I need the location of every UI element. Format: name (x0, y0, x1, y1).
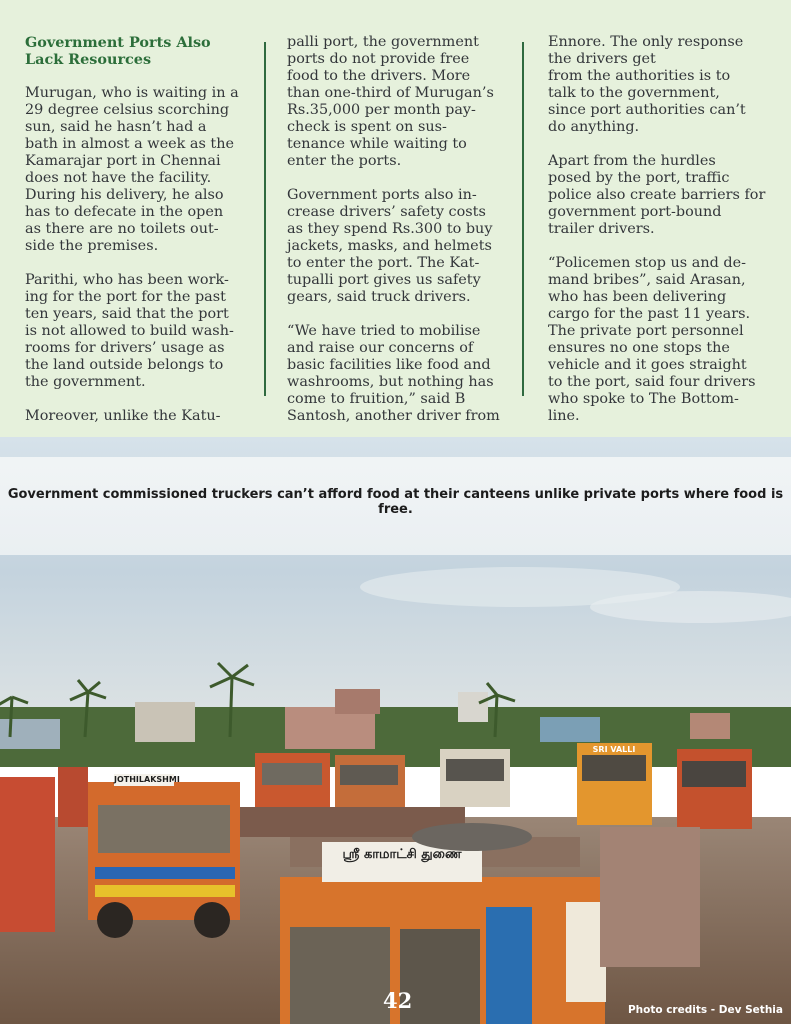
photo-caption: Government commissioned truckers can’t afford food at their canteens unlike private ports where food is free. (7, 487, 784, 517)
truck-sign-left: JOTHILAKSHMI (114, 775, 180, 784)
paragraph: Murugan, who is waiting in a 29 degree celsius scorching sun, said he hasn’t had a bath in almost a week as the Kamarajar port in Chennai does not have the facility. During his delivery, he also has to defecate in the open as there are no toilets out- side the premises. (25, 85, 239, 254)
photo-credit: Photo credits - Dev Sethia (627, 1004, 783, 1016)
truck-yard-photo (0, 437, 791, 1024)
paragraph: Government ports also in- crease drivers’ safety costs as they spend Rs.300 to buy jackets, masks, and helmets to enter the port. The Kat- tupalli port gives us safety gears, said truck drivers. (287, 187, 493, 305)
truck-sign-tamil: ஸ்ரீ காமாட்சி துணை (342, 847, 462, 862)
paragraph: palli port, the government ports do not provide free food to the drivers. More than one-third of Murugan’s Rs.35,000 per month pay- check is spent on sus- tenance while waiting to enter the ports. (287, 34, 494, 169)
paragraph: Moreover, unlike the Katu- (25, 408, 221, 424)
column-divider (264, 42, 266, 396)
paragraph: “We have tried to mobilise and raise our concerns of basic facilities like food and washrooms, but nothing has come to fruition,” said B Santosh, another driver from (287, 323, 500, 424)
article-column-2 (287, 34, 509, 442)
page-number: 42 (383, 988, 413, 1013)
article-column-1 (25, 34, 250, 442)
photo-illustration (0, 437, 791, 1024)
paragraph: Parithi, who has been work- ing for the port for the past ten years, said that the port is not allowed to build wash- rooms for drivers’ usage as the land outside belongs to the government. (25, 272, 234, 390)
section-heading: Government Ports Also Lack Resources (25, 34, 211, 68)
truck-sign-right: SRI VALLI (592, 745, 636, 754)
column-divider (522, 42, 524, 396)
paragraph: Ennore. The only response the drivers get from the authorities is to talk to the government, since port authorities can’t do anything. (548, 34, 746, 135)
paragraph: Apart from the hurdles posed by the port, traffic police also create barriers for government port-bound trailer drivers. (548, 153, 766, 237)
paragraph: “Policemen stop us and de- mand bribes”, said Arasan, who has been delivering cargo for the past 11 years. The private port personnel ensures no one stops the vehicle and it goes straight to the port, said four drivers who spoke to The Bottom- line. (548, 255, 756, 424)
article-column-3 (548, 34, 778, 442)
